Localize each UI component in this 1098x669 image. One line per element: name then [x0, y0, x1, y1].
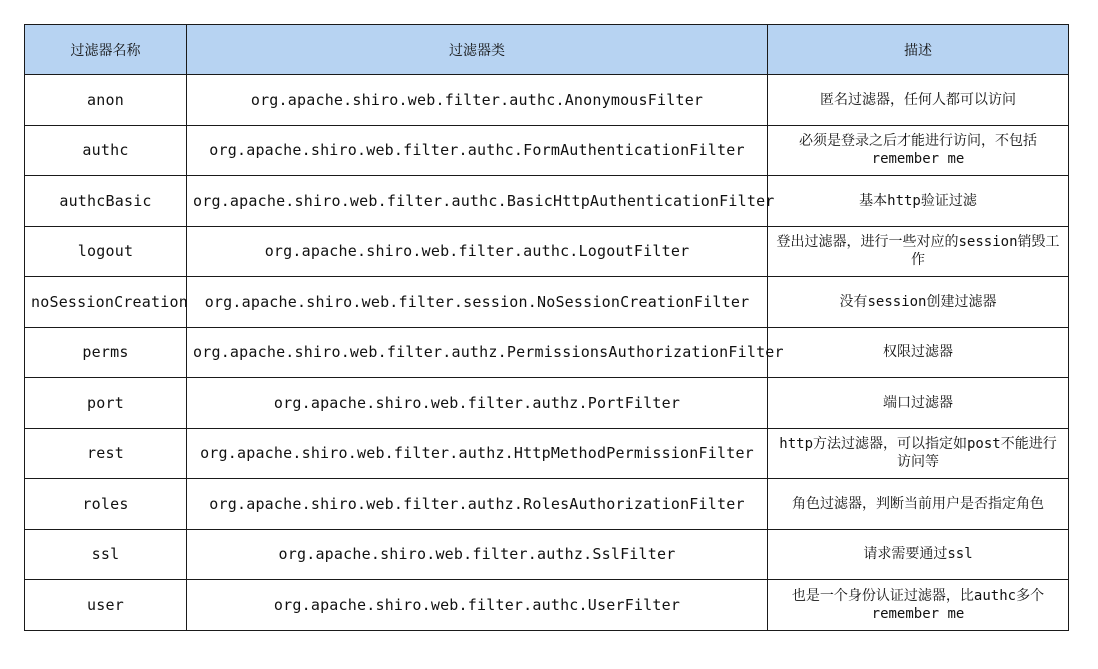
filter-desc-cell: 必须是登录之后才能进行访问，不包括remember me: [768, 125, 1069, 176]
filter-class-cell: org.apache.shiro.web.filter.authc.BasicHttpAuthenticationFilter: [187, 176, 768, 227]
filter-desc-cell: 登出过滤器，进行一些对应的session销毁工作: [768, 226, 1069, 277]
filter-class-cell: org.apache.shiro.web.filter.authz.RolesAuthorizationFilter: [187, 479, 768, 530]
table-row: [25, 75, 1069, 126]
filter-class-cell: org.apache.shiro.web.filter.authc.LogoutFilter: [187, 226, 768, 277]
filter-desc-cell: 也是一个身份认证过滤器，比authc多个remember me: [768, 580, 1069, 631]
filter-desc-cell: 匿名过滤器，任何人都可以访问: [768, 75, 1069, 126]
table-row: [25, 277, 1069, 328]
header-filter-name: 过滤器名称: [25, 25, 187, 75]
filter-class-cell: org.apache.shiro.web.filter.session.NoSessionCreationFilter: [187, 277, 768, 328]
filter-name-cell: noSessionCreation: [25, 277, 187, 328]
table-row: [25, 529, 1069, 580]
filter-name-cell: port: [25, 378, 187, 429]
filter-name-cell: authcBasic: [25, 176, 187, 227]
header-filter-class: 过滤器类: [187, 25, 768, 75]
filter-class-cell: org.apache.shiro.web.filter.authz.PermissionsAuthorizationFilter: [187, 327, 768, 378]
filter-name-cell: perms: [25, 327, 187, 378]
filter-desc-cell: 基本http验证过滤: [768, 176, 1069, 227]
filter-desc-cell: 端口过滤器: [768, 378, 1069, 429]
filter-class-cell: org.apache.shiro.web.filter.authz.HttpMethodPermissionFilter: [187, 428, 768, 479]
header-row: [25, 25, 1069, 75]
table-row: [25, 479, 1069, 530]
table-row: [25, 378, 1069, 429]
table-row: [25, 428, 1069, 479]
table-row: [25, 580, 1069, 631]
filter-name-cell: user: [25, 580, 187, 631]
header-description: 描述: [768, 25, 1069, 75]
filter-class-cell: org.apache.shiro.web.filter.authc.AnonymousFilter: [187, 75, 768, 126]
filter-name-cell: anon: [25, 75, 187, 126]
filter-desc-cell: http方法过滤器，可以指定如post不能进行访问等: [768, 428, 1069, 479]
filter-name-cell: roles: [25, 479, 187, 530]
filter-class-cell: org.apache.shiro.web.filter.authz.SslFilter: [187, 529, 768, 580]
filter-class-cell: org.apache.shiro.web.filter.authz.PortFilter: [187, 378, 768, 429]
filter-name-cell: authc: [25, 125, 187, 176]
table-row: [25, 176, 1069, 227]
filter-desc-cell: 角色过滤器，判断当前用户是否指定角色: [768, 479, 1069, 530]
filter-table-container: [24, 24, 1068, 631]
filter-table: [24, 24, 1069, 631]
table-row: [25, 226, 1069, 277]
filter-class-cell: org.apache.shiro.web.filter.authc.FormAuthenticationFilter: [187, 125, 768, 176]
table-row: [25, 327, 1069, 378]
filter-desc-cell: 没有session创建过滤器: [768, 277, 1069, 328]
filter-desc-cell: 请求需要通过ssl: [768, 529, 1069, 580]
filter-class-cell: org.apache.shiro.web.filter.authc.UserFilter: [187, 580, 768, 631]
filter-desc-cell: 权限过滤器: [768, 327, 1069, 378]
filter-name-cell: ssl: [25, 529, 187, 580]
table-row: [25, 125, 1069, 176]
filter-name-cell: rest: [25, 428, 187, 479]
filter-name-cell: logout: [25, 226, 187, 277]
